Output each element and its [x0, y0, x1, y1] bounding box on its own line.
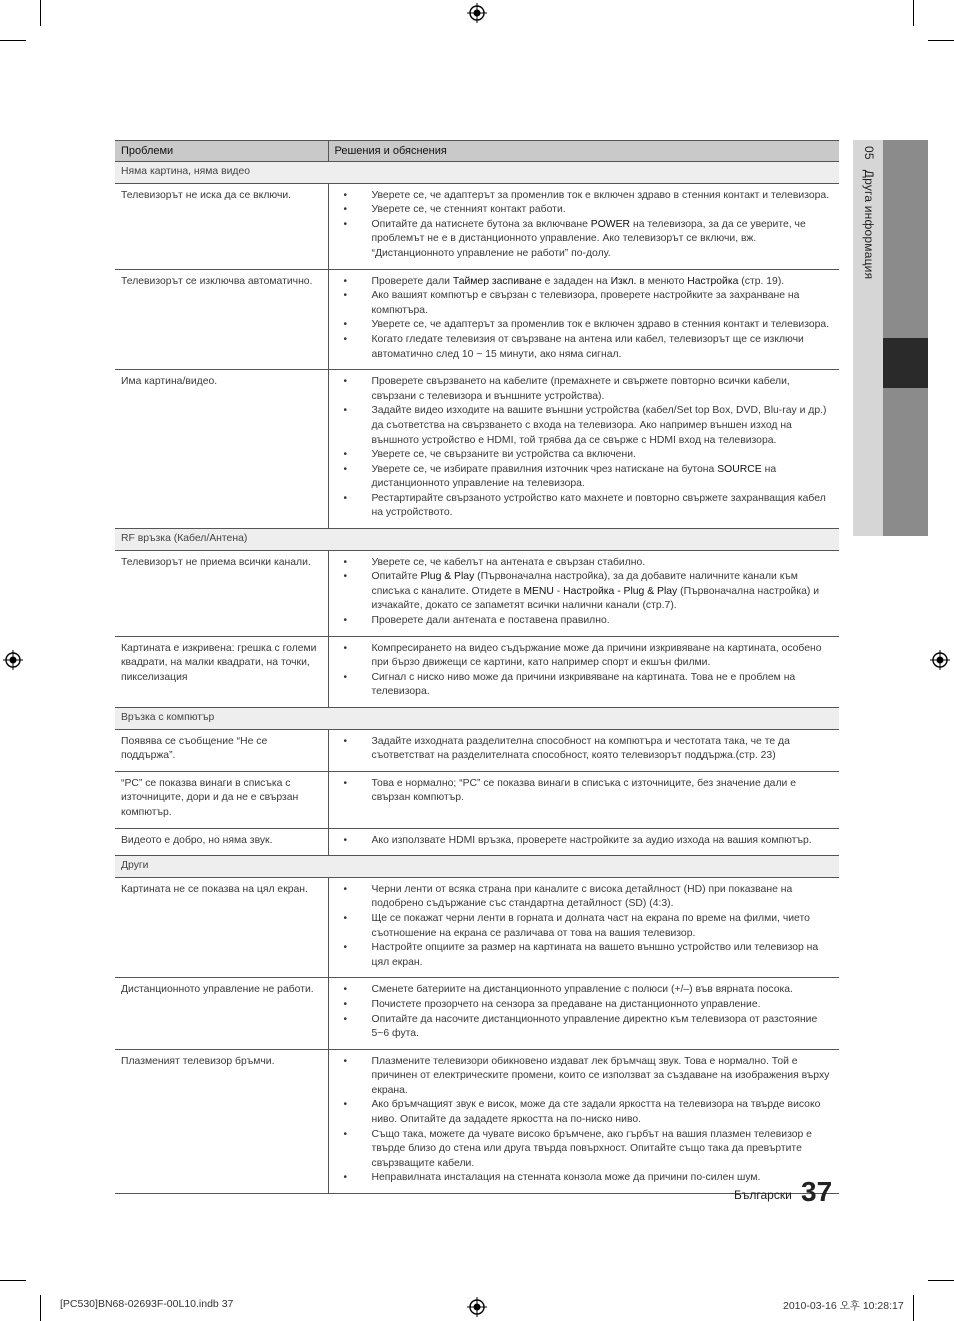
table-body	[115, 162, 839, 1194]
solution-cell	[328, 370, 839, 529]
solution-text: е зададен на	[541, 275, 611, 287]
solution-list	[335, 556, 834, 629]
solution-cell	[328, 729, 839, 771]
solution-item	[335, 735, 834, 764]
solution-list	[335, 834, 834, 849]
solution-item	[335, 404, 834, 448]
section-title: Връзка с компютър	[115, 708, 839, 730]
registration-mark-icon	[3, 650, 23, 670]
solution-item	[335, 448, 834, 463]
solution-text: Проверете дали	[371, 275, 453, 287]
footer-language: Български	[734, 1188, 792, 1202]
table-header-row	[115, 141, 839, 162]
solution-text: Сигнал с ниско ниво може да причини изкривяване на картината. Това не е проблем на телевизора.	[371, 671, 796, 698]
solution-item	[335, 883, 834, 912]
solution-text: на телевизора, за да се уверите, че проблемът не е в дистанционното управление. Ако телевизорът се включи, вж. “Дистанционното управление не работи” по-долу.	[371, 218, 806, 259]
solution-list	[335, 777, 834, 806]
solution-item	[335, 463, 834, 492]
solution-item	[335, 912, 834, 941]
emphasis-text: Настройка - Plug & Play	[563, 585, 678, 597]
solution-item	[335, 318, 834, 333]
section-title: RF връзка (Кабел/Антена)	[115, 529, 839, 551]
solution-text: Настройте опциите за размер на картината на вашето външно устройство или телевизор на цял екран.	[371, 942, 819, 968]
crop-mark	[928, 40, 954, 41]
emphasis-text: MENU	[523, 585, 554, 597]
section-title: Няма картина, няма видео	[115, 162, 839, 184]
registration-mark-icon	[930, 650, 950, 670]
solution-text: Задайте видео изходите на вашите външни устройства (кабел/Set top Box, DVD, Blu-ray и др.) да съответства на свързването с входа на телевизора. Ако например външен изход на външното устройство е HDMI, той трябва да се свърже с HDMI вход на телевизора.	[371, 405, 827, 446]
solution-text: (стр. 19).	[738, 275, 785, 287]
solution-item	[335, 275, 834, 290]
table-row	[115, 1049, 839, 1193]
table-row	[115, 729, 839, 771]
solution-text: Опитайте	[371, 571, 421, 583]
solution-cell	[328, 550, 839, 636]
solution-text: Уверете се, че избирате правилния източник чрез натискане на бутона	[371, 463, 718, 475]
solution-list	[335, 1055, 834, 1186]
problem-cell: Дистанционното управление не работи.	[115, 978, 328, 1049]
solution-cell	[328, 1049, 839, 1193]
solution-text: Почистете прозорчето на сензора за предаване на дистанционното управление.	[371, 998, 761, 1010]
solution-item	[335, 203, 834, 218]
solution-text: Уверете се, че стенният контакт работи.	[371, 204, 566, 216]
table-row	[115, 771, 839, 828]
problem-cell: Плазменият телевизор бръмчи.	[115, 1049, 328, 1193]
registration-mark-icon	[467, 3, 487, 23]
crop-mark	[913, 0, 914, 26]
table-row	[115, 370, 839, 529]
solution-item	[335, 556, 834, 571]
solution-list	[335, 189, 834, 262]
problem-cell: Появява се съобщение “Не се поддържа”.	[115, 729, 328, 771]
solution-cell	[328, 877, 839, 978]
emphasis-text: Изкл.	[610, 275, 637, 287]
crop-mark	[40, 0, 41, 26]
table-row	[115, 828, 839, 856]
solution-item	[335, 333, 834, 362]
header-solutions: Решения и обяснения	[328, 141, 839, 162]
registration-mark-icon	[467, 1297, 487, 1317]
table-row	[115, 978, 839, 1049]
crop-mark	[0, 40, 26, 41]
header-problems: Проблеми	[115, 141, 328, 162]
solution-item	[335, 1013, 834, 1042]
chapter-tab-label	[862, 146, 876, 346]
page-number: 37	[801, 1176, 833, 1207]
section-title: Други	[115, 856, 839, 878]
problem-cell: Телевизорът не иска да се включи.	[115, 183, 328, 269]
solution-text: -	[553, 585, 564, 597]
table-row	[115, 636, 839, 707]
emphasis-text: POWER	[590, 218, 631, 230]
problem-cell: Има картина/видео.	[115, 370, 328, 529]
solution-item	[335, 983, 834, 998]
problem-cell: “PC” се показва винаги в списъка с източниците, дори и да не е свързан компютър.	[115, 771, 328, 828]
problem-cell: Телевизорът се изключва автоматично.	[115, 269, 328, 370]
solution-item	[335, 1171, 834, 1186]
solution-text: (Първоначална настройка), за да добавите наличните канали към списъка с каналите. Отидете в	[371, 571, 798, 597]
solution-cell	[328, 828, 839, 856]
solution-item	[335, 492, 834, 521]
emphasis-text: SOURCE	[717, 463, 762, 475]
section-row	[115, 162, 839, 184]
solution-item	[335, 289, 834, 318]
solution-text: Също така, можете да чувате високо бръмчене, ако гърбът на вашия плазмен телевизор е твърде близо до стена или друга твърда повърхност. Опитайте също така да превъртите свързващите кабели.	[371, 1128, 812, 1169]
solution-item	[335, 1128, 834, 1172]
solution-text: Ако използвате HDMI връзка, проверете настройките за аудио изхода на вашия компютър.	[371, 834, 812, 846]
solution-text: Задайте изходната разделителна способност на компютъра и честотата така, че те да съответстват на разделителната способност, която телевизорът поддържа.(стр. 23)	[371, 735, 790, 762]
solution-item	[335, 834, 834, 849]
chapter-title: Друга информация	[862, 169, 876, 280]
solution-item	[335, 1098, 834, 1127]
print-slug-timestamp: 2010-03-16 오후 10:28:17	[783, 1300, 904, 1312]
solution-item	[335, 1055, 834, 1099]
solution-text: Ако бръмчащият звук е висок, може да сте задали яркостта на телевизора на твърде високо ниво. Опитайте да зададете яркостта на по-ниско ниво.	[371, 1099, 821, 1126]
solution-text: в менюто	[636, 275, 688, 287]
solution-item	[335, 375, 834, 404]
solution-text: Компресирането на видео съдържание може да причини изкривяване на картината, особено при бързо движещи се картини, като например спорт и екшън филми.	[371, 642, 822, 669]
solution-text: Черни ленти от всяка страна при каналите с висока детайлност (HD) при показване на подобрено съдържание със стандартна детайлност (SD) (4:3).	[371, 883, 793, 910]
solution-cell	[328, 636, 839, 707]
solution-text: Уверете се, че адаптерът за променлив ток е включен здраво в стенния контакт и телевизора.	[371, 319, 830, 331]
solution-cell	[328, 183, 839, 269]
solution-text: Неправилната инсталация на стенната конзола може да причини по-силен шум.	[371, 1172, 761, 1184]
solution-text: (Първоначална настройка) и изчакайте, докато се запаметят всички налични канали (стр.7).	[371, 585, 820, 612]
solution-item	[335, 941, 834, 970]
solution-text: Опитайте да натиснете бутона за включване	[371, 218, 591, 230]
solution-text: Уверете се, че адаптерът за променлив ток е включен здраво в стенния контакт и телевизора.	[371, 189, 830, 201]
solution-cell	[328, 771, 839, 828]
solution-text: Това е нормално; “PC” се показва винаги в списъка с източниците, без значение дали е свързан компютър.	[371, 777, 796, 804]
section-row	[115, 529, 839, 551]
emphasis-text: Plug & Play	[420, 571, 475, 583]
solution-text: Ако вашият компютър е свързан с телевизора, проверете настройките за захранване на компютъра.	[371, 290, 800, 316]
crop-mark	[0, 1280, 26, 1281]
solution-text: Когато гледате телевизия от свързване на антена или кабел, телевизорът ще се изключи автоматично след 10 ~ 15 минути, ако няма сигнал.	[371, 333, 804, 360]
problem-cell: Картината не се показва на цял екран.	[115, 877, 328, 978]
problem-cell: Картината е изкривена: грешка с големи квадрати, на малки квадрати, на точки, пикселизация	[115, 636, 328, 707]
solution-text: Уверете се, че свързаните ви устройства са включени.	[371, 449, 636, 461]
crop-mark	[40, 1295, 41, 1321]
solution-text: Ще се покажат черни ленти в горната и долната част на екрана по време на филми, чието съотношение на екрана се различава от това на вашия телевизор.	[371, 912, 810, 939]
section-row	[115, 856, 839, 878]
solution-text: на дистанционното управление на телевизора.	[371, 463, 777, 490]
solution-item	[335, 642, 834, 671]
section-row	[115, 708, 839, 730]
solution-item	[335, 671, 834, 700]
print-slug-file: [PC530]BN68-02693F-00L10.indb 37	[60, 1298, 234, 1310]
solution-text: Проверете свързването на кабелите (премахнете и свържете повторно всички кабели, свързани с телевизора и външните устройства).	[371, 376, 790, 402]
crop-mark	[913, 1295, 914, 1321]
solution-item	[335, 998, 834, 1013]
solution-item	[335, 570, 834, 614]
solution-list	[335, 735, 834, 764]
solution-list	[335, 375, 834, 521]
solution-text: Сменете батериите на дистанционното управление с полюси (+/–) във вярната посока.	[371, 984, 793, 996]
solution-text: Проверете дали антената е поставена правилно.	[371, 615, 610, 627]
solution-cell	[328, 269, 839, 370]
table-row	[115, 269, 839, 370]
emphasis-text: Настройка	[687, 275, 739, 287]
solution-list	[335, 983, 834, 1041]
crop-mark	[928, 1280, 954, 1281]
solution-text: Плазмените телевизори обикновено издават лек бръмчащ звук. Това е нормално. Той е причинен от електрическите промени, които се използват за създаване на изображения върху екрана.	[371, 1055, 830, 1096]
table-row	[115, 877, 839, 978]
solution-list	[335, 275, 834, 363]
problem-cell: Видеото е добро, но няма звук.	[115, 828, 328, 856]
solution-list	[335, 883, 834, 971]
solution-item	[335, 189, 834, 204]
chapter-tab-active	[883, 338, 928, 388]
solution-cell	[328, 978, 839, 1049]
solution-item	[335, 614, 834, 629]
solution-item	[335, 777, 834, 806]
solution-text: Рестартирайте свързаното устройство като махнете и повторно свържете захранващия кабел на устройството.	[371, 492, 826, 519]
emphasis-text: Таймер заспиване	[452, 275, 542, 287]
solution-text: Опитайте да насочите дистанционното управление директно към телевизора от разстояние 5~6 фута.	[371, 1013, 818, 1040]
table-row	[115, 183, 839, 269]
problem-cell: Телевизорът не приема всички канали.	[115, 550, 328, 636]
table-row	[115, 550, 839, 636]
chapter-number: 05	[862, 146, 876, 160]
solution-text: Уверете се, че кабелът на антената е свързан стабилно.	[371, 556, 646, 568]
solution-list	[335, 642, 834, 700]
solution-item	[335, 218, 834, 262]
troubleshooting-table	[115, 140, 839, 1194]
